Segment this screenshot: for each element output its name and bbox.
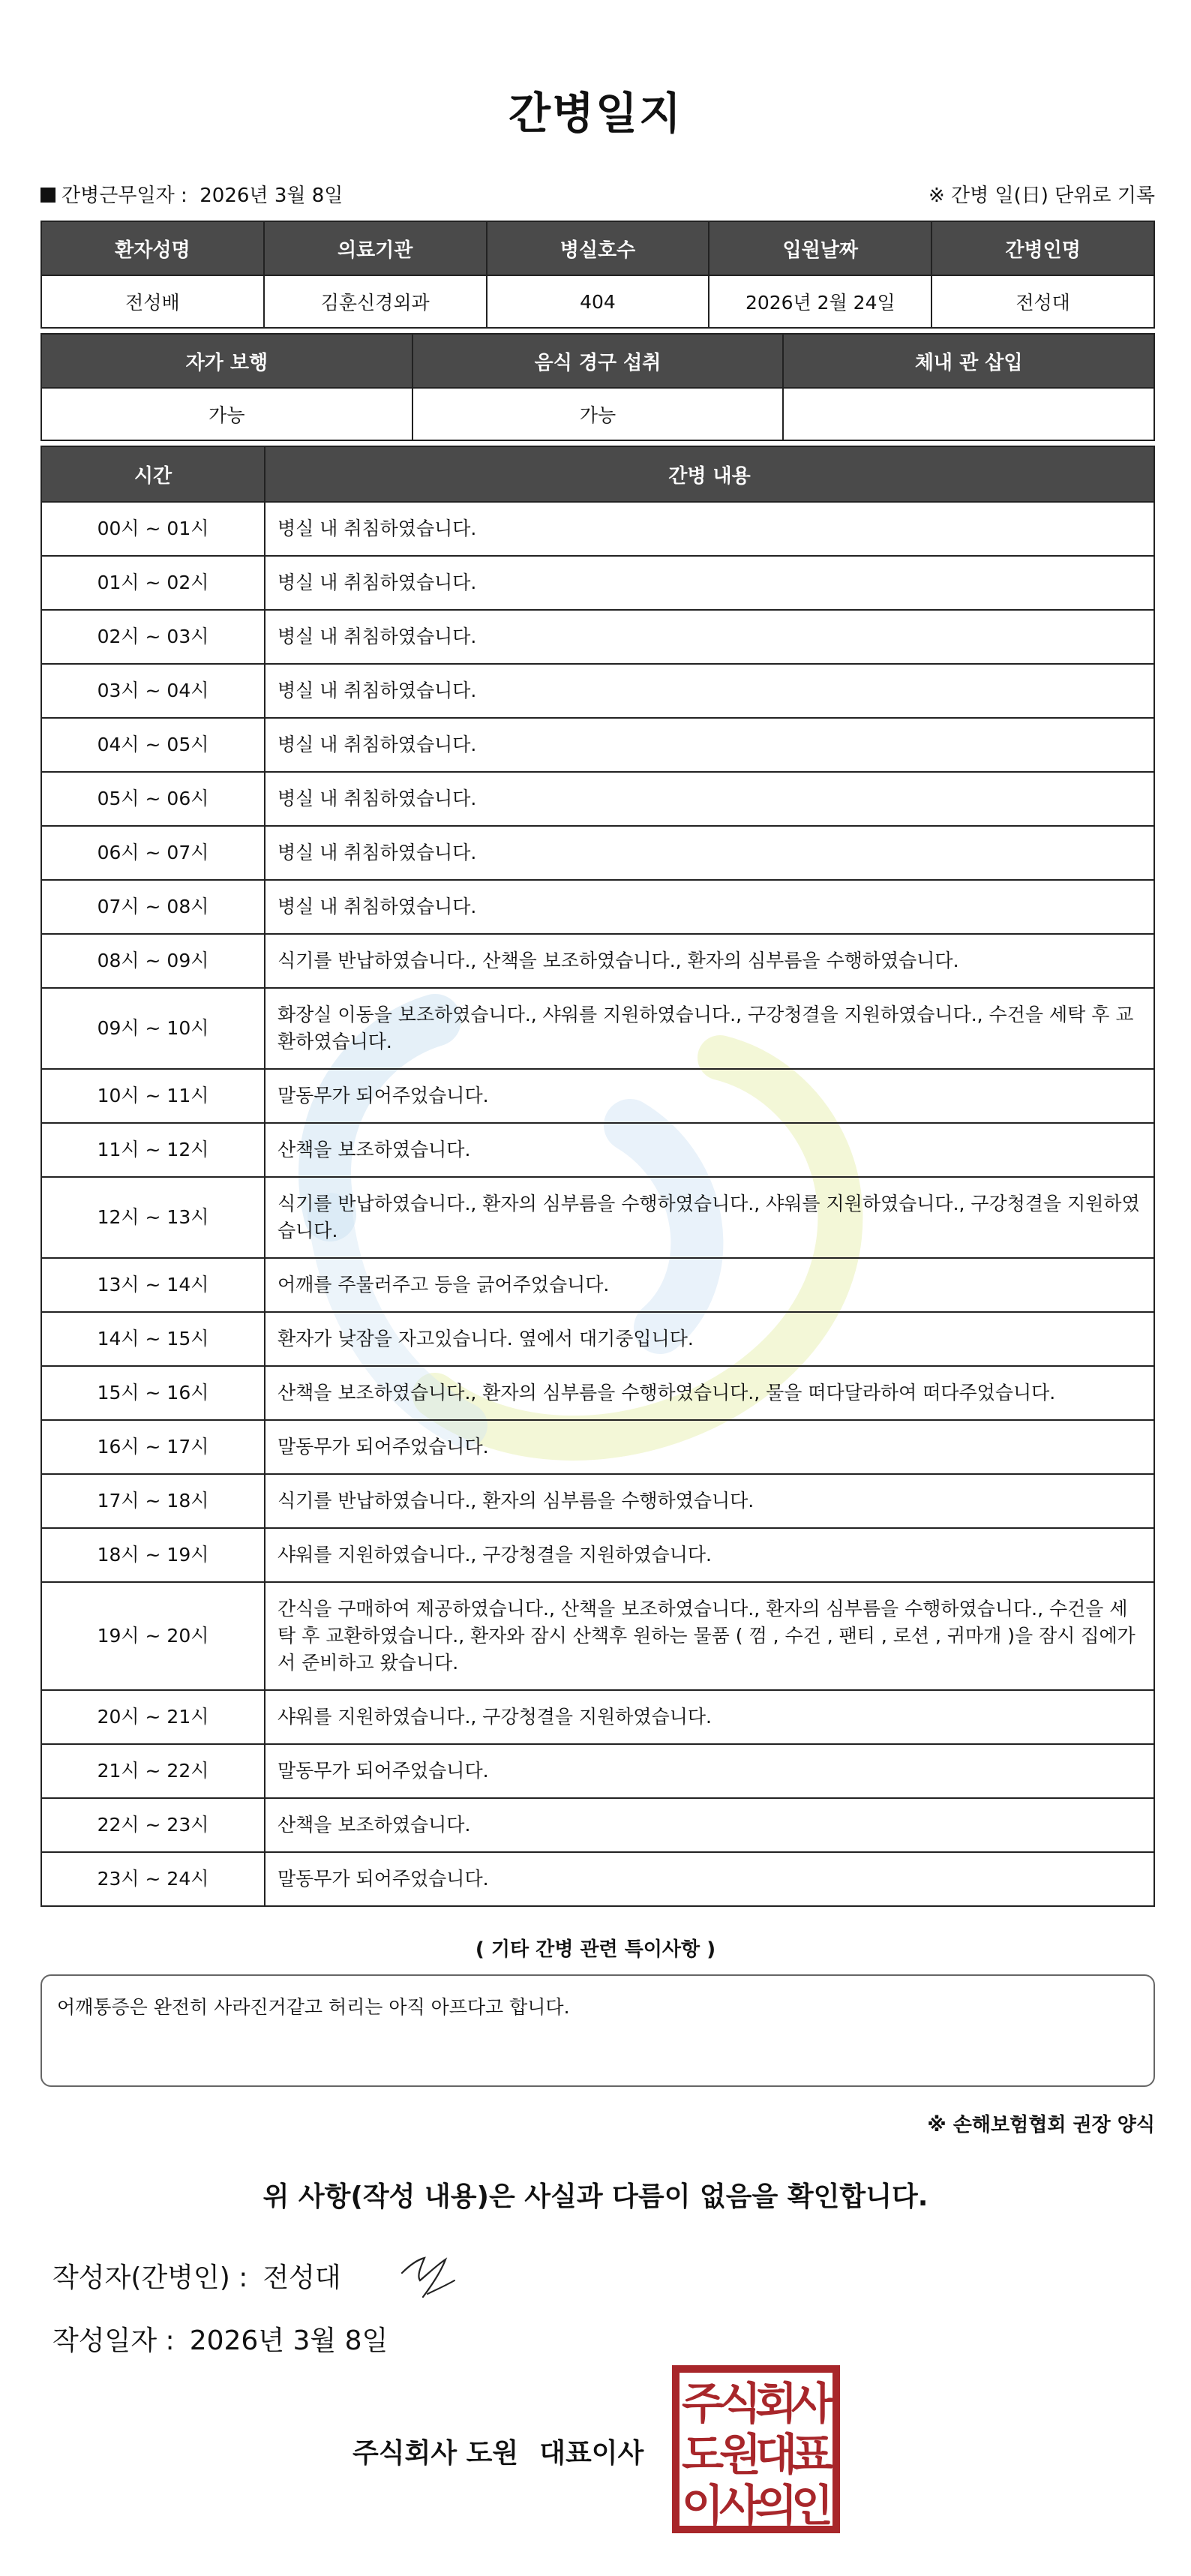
care-log-time: 18시 ~ 19시 [41,1528,265,1582]
page-title: 간병일지 [508,88,683,139]
header-care-content: 간병 내용 [265,446,1154,502]
written-date-label: 작성일자 : [52,2325,175,2356]
care-log-row [41,826,1154,880]
care-log-time: 16시 ~ 17시 [41,1420,265,1474]
tube-insertion [783,388,1154,440]
care-log-row [41,1798,1154,1852]
care-log-row [41,1474,1154,1528]
header-hospital: 의료기관 [264,221,487,275]
header-patient-name: 환자성명 [41,221,264,275]
care-log-row [41,664,1154,718]
header-room: 병실호수 [487,221,710,275]
care-log-content: 말동무가 되어주었습니다. [265,1069,1154,1123]
care-log-time: 01시 ~ 02시 [41,556,265,610]
svg-text:인: 인 [790,2480,834,2531]
patient-status-table [40,333,1155,441]
care-log-content: 병실 내 취침하였습니다. [265,664,1154,718]
care-log-time: 00시 ~ 01시 [41,502,265,556]
notes-content: 어깨통증은 완전히 사라진거같고 허리는 아직 아프다고 합니다. [57,1996,570,2018]
patient-info-table [40,221,1155,329]
care-log-row [41,1366,1154,1420]
record-unit-note: ※ 간병 일(日) 단위로 기록 [928,185,1155,207]
care-log-row [41,1582,1154,1690]
svg-text:대: 대 [754,2429,798,2480]
care-log-time: 02시 ~ 03시 [41,610,265,664]
care-log-time: 12시 ~ 13시 [41,1177,265,1258]
care-log-time: 06시 ~ 07시 [41,826,265,880]
care-log-row [41,502,1154,556]
header-admission-date: 입원날짜 [709,221,932,275]
header-self-walking: 자가 보행 [41,334,412,388]
care-log-time: 09시 ~ 10시 [41,988,265,1069]
care-log-time: 05시 ~ 06시 [41,772,265,826]
svg-text:의: 의 [754,2480,798,2531]
care-log-content: 산책을 보조하였습니다., 환자의 심부름을 수행하였습니다., 물을 떠다달라하여 떠다주었습니다. [265,1366,1154,1420]
svg-text:식: 식 [718,2378,762,2429]
care-log-header-row [41,446,1154,502]
header-oral-intake: 음식 경구 섭취 [412,334,784,388]
care-log-row [41,1420,1154,1474]
work-date [40,180,343,208]
care-log-row [41,988,1154,1069]
care-log-content: 병실 내 취침하였습니다. [265,502,1154,556]
patient-info-header-row [41,221,1154,275]
care-log-time: 19시 ~ 20시 [41,1582,265,1690]
care-log-content: 병실 내 취침하였습니다. [265,880,1154,934]
care-log-row [41,610,1154,664]
oral-intake: 가능 [412,388,784,440]
care-log-time: 15시 ~ 16시 [41,1366,265,1420]
recommend-note: ※ 손해보험협회 권장 양식 [927,2114,1155,2136]
care-log-content: 식기를 반납하였습니다., 산책을 보조하였습니다., 환자의 심부름을 수행하였습니다. [265,934,1154,988]
work-date-label: 간병근무일자 : [62,185,188,207]
status-header-row [41,334,1154,388]
written-date-value: 2026년 3월 8일 [189,2325,388,2356]
care-log-content: 화장실 이동을 보조하였습니다., 샤워를 지원하였습니다., 구강청결을 지원하였습니다., 수건을 세탁 후 교환하였습니다. [265,988,1154,1069]
care-log-time: 11시 ~ 12시 [41,1123,265,1177]
care-log-row [41,1744,1154,1798]
care-log-time: 22시 ~ 23시 [41,1798,265,1852]
svg-text:도: 도 [681,2429,724,2480]
care-log-content: 어깨를 주물러주고 등을 긁어주었습니다. [265,1258,1154,1312]
care-log-row [41,1852,1154,1906]
header-time: 시간 [41,446,265,502]
care-log-time: 13시 ~ 14시 [41,1258,265,1312]
care-log-row [41,556,1154,610]
care-log-content: 샤워를 지원하였습니다., 구강청결을 지원하였습니다. [265,1690,1154,1744]
care-log-content: 산책을 보조하였습니다. [265,1798,1154,1852]
patient-name: 전성배 [41,275,264,328]
svg-text:원: 원 [718,2429,762,2480]
care-log-body [41,502,1154,1906]
care-log-time: 03시 ~ 04시 [41,664,265,718]
care-log-row [41,718,1154,772]
writer-label: 작성자(간병인) : [52,2262,248,2293]
admission-date: 2026년 2월 24일 [709,275,932,328]
care-log-content: 식기를 반납하였습니다., 환자의 심부름을 수행하였습니다., 샤워를 지원하였습니다., 구강청결을 지원하였습니다. [265,1177,1154,1258]
care-log-table [40,446,1155,1907]
care-log-time: 08시 ~ 09시 [41,934,265,988]
care-log-row [41,1177,1154,1258]
company-name: 주식회사 도원 [352,2438,519,2469]
care-log-content: 말동무가 되어주었습니다. [265,1420,1154,1474]
self-walking: 가능 [41,388,412,440]
svg-text:표: 표 [790,2429,834,2480]
care-log-content: 병실 내 취침하였습니다. [265,610,1154,664]
care-log-row [41,1123,1154,1177]
svg-text:사: 사 [790,2378,834,2429]
ceo-title: 대표이사 [539,2438,644,2469]
confirm-statement: 위 사항(작성 내용)은 사실과 다름이 없음을 확인합니다. [262,2181,928,2212]
notes-box [40,1974,1155,2087]
work-date-value: 2026년 3월 8일 [200,185,344,207]
room-number: 404 [487,275,710,328]
care-log-content: 샤워를 지원하였습니다., 구강청결을 지원하였습니다. [265,1528,1154,1582]
care-log-time: 14시 ~ 15시 [41,1312,265,1366]
writer-name: 전성대 [262,2262,341,2293]
care-log-content: 말동무가 되어주었습니다. [265,1744,1154,1798]
company-line [352,2432,644,2470]
care-log-content: 병실 내 취침하였습니다. [265,718,1154,772]
status-value-row [41,388,1154,440]
notes-title: ( 기타 간병 관련 특이사항 ) [475,1938,716,1961]
care-log-content: 산책을 보조하였습니다. [265,1123,1154,1177]
care-log-time: 20시 ~ 21시 [41,1690,265,1744]
meta-row [40,180,1155,210]
svg-text:회: 회 [754,2378,798,2429]
care-log-time: 17시 ~ 18시 [41,1474,265,1528]
square-bullet-icon [40,188,56,203]
care-log-row [41,1312,1154,1366]
patient-info-value-row [41,275,1154,328]
svg-text:이: 이 [681,2480,724,2531]
care-log-row [41,772,1154,826]
svg-text:사: 사 [718,2480,762,2531]
care-log-content: 병실 내 취침하였습니다. [265,556,1154,610]
writer-line [52,2256,341,2295]
hospital: 김훈신경외과 [264,275,487,328]
care-log-row [41,880,1154,934]
care-log-row [41,1528,1154,1582]
care-log-time: 23시 ~ 24시 [41,1852,265,1906]
care-log-row [41,1258,1154,1312]
care-log-content: 병실 내 취침하였습니다. [265,826,1154,880]
header-caregiver: 간병인명 [932,221,1154,275]
care-log-row [41,1069,1154,1123]
care-log-content: 말동무가 되어주었습니다. [265,1852,1154,1906]
care-log-content: 환자가 낮잠을 자고있습니다. 옆에서 대기중입니다. [265,1312,1154,1366]
care-log-content: 간식을 구매하여 제공하였습니다., 산책을 보조하였습니다., 환자의 심부름을 수행하였습니다., 수건을 세탁 후 교환하였습니다., 환자와 잠시 산책후 원하는 물품 ( 껌 , 수건 , 팬티 , 로션 , 귀마개 )을 잠시 집에가서 준비하고 왔습니다. [265,1582,1154,1690]
care-log-row [41,1690,1154,1744]
care-log-time: 07시 ~ 08시 [41,880,265,934]
care-log-time: 10시 ~ 11시 [41,1069,265,1123]
caregiver-name: 전성대 [932,275,1154,328]
care-log-time: 21시 ~ 22시 [41,1744,265,1798]
signature-image [398,2243,465,2303]
care-log-row [41,934,1154,988]
written-date-line [52,2319,388,2358]
header-tube-insertion: 체내 관 삽입 [783,334,1154,388]
care-log-content: 식기를 반납하였습니다., 환자의 심부름을 수행하였습니다. [265,1474,1154,1528]
care-log-content: 병실 내 취침하였습니다. [265,772,1154,826]
svg-text:주: 주 [681,2378,724,2429]
care-log-time: 04시 ~ 05시 [41,718,265,772]
company-seal-stamp [671,2364,841,2534]
